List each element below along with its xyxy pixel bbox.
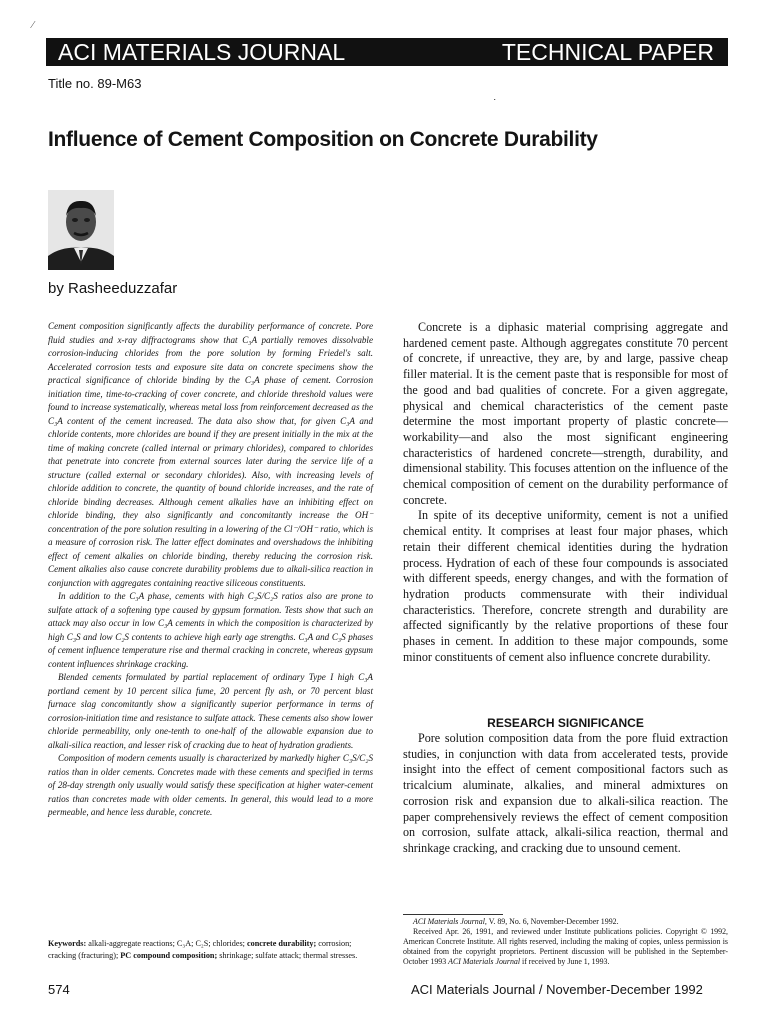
footnote-copyright — [403, 927, 728, 967]
keywords-bold: concrete durability; — [246, 939, 317, 948]
paper-title: Influence of Cement Composition on Concrete Durability — [48, 128, 598, 151]
author-photo — [48, 190, 114, 270]
keywords-text: shrinkage; sulfate attack; thermal stresses. — [217, 950, 358, 960]
abstract-paragraph: Composition of modern cements usually is characterized by markedly higher C₃S/C₂S ratios than in older cements. Concretes made with these cements and specified in terms of 28-day strength only usually would satisfy these specification at higher water-cement ratios than concretes made with older cements. In general, this would lead to a more permeable, and hence less durable, concrete. — [48, 753, 373, 817]
keywords-text: alkali-aggregate reactions; C₃A; C₂S; chlorides; — [86, 939, 247, 948]
footnote-citation-text: , V. 89, No. 6, November-December 1992. — [484, 917, 619, 926]
scan-mark: ⁄ — [32, 20, 34, 31]
page-number: 574 — [48, 982, 70, 997]
section-heading-research-significance: RESEARCH SIGNIFICANCE — [487, 716, 644, 730]
scan-mark: ․ — [493, 92, 497, 103]
keywords-text: corrosion; cracking (fracturing); — [48, 939, 352, 960]
research-significance-body — [403, 731, 728, 857]
paper-type: TECHNICAL PAPER — [501, 39, 714, 65]
footnote-copyright-text: Received Apr. 26, 1991, and reviewed under Institute publications policies. Copyright © 1992, American Concrete Institute. All rights reserved, including the making of copies, unless permission is obtained from the copyright proprietors. Pertinent discussion will be published in the September-October 1993 — [403, 927, 728, 966]
footnote-copyright-end: if received by June 1, 1993. — [520, 957, 610, 966]
footer-journal-issue: ACI Materials Journal / November-December 1992 — [411, 982, 703, 997]
introduction-body — [403, 320, 728, 665]
abstract-paragraph: In addition to the C₃A phase, cements with high C₃S/C₂S ratios also are prone to sulfate attack of a softening type caused by gypsum formation. Tests show that such an attack may also occur in low C₃A cements in which the composition is characterized by high C₃S and low C₂S contents to achieve high early age strengths. C₃A and C₃S phases of cement influence temperature rise and thermal cracking in concrete, whereas gypsum content influences shrinkage cracking. — [48, 591, 373, 669]
journal-name: ACI MATERIALS JOURNAL — [58, 39, 346, 65]
author-byline: by Rasheeduzzafar — [48, 280, 178, 297]
footnote-journal-name: ACI Materials Journal — [448, 957, 521, 966]
publication-footnote — [403, 917, 728, 967]
journal-header-bar — [46, 38, 728, 66]
abstract-paragraph: Blended cements formulated by partial replacement of ordinary Type I high C₃A portland cement by 10 percent silica fume, 20 percent fly ash, or 70 percent blast furnace slag concomitantly show a significantly superior performance in terms of corrosion-initiation time and resistance to sulfate attack. These cements also show lower chloride permeability, only one-tenth to one-half of the allowable expansion due to alkali-silica reaction, and lesser risk of cracking due to heat of hydration gradients. — [48, 672, 373, 750]
footnote-rule — [403, 914, 503, 915]
abstract-paragraph: Cement composition significantly affects the durability performance of concrete. Pore fluid studies and x-ray diffractograms show that C₃A partially removes dissolvable corrosion-inducing chlorides from the pore solution by forming Friedel's salt. Accelerated corrosion tests and exposure site data on concrete specimens show the practical significance of chloride binding by the C₃A phase of cement. Corrosion initiation time, time-to-cracking of cover concrete, and chloride threshold values were found to increase systematically, whereas metal loss from reinforcement decreased as the C₃A content of the cement increased. The data also show that, for given C₃A and chloride contents, more chlorides are bound if they are present initially in the mix at the time of making concrete (called internal or primary chlorides), compared to chlorides that penetrate into concrete from external sources later during the service life of a structure (called external or secondary chlorides). Also, with increasing levels of chloride addition to concrete, the quantity of bound chloride increases, and the rate of chloride binding decreases. Although cement alkalies have an inhibiting effect on chloride binding, they also significantly and concomitantly increase the OH⁻ concentration of the pore solution resulting in a lowering of the Cl⁻/OH⁻ ratio, which is a measure of corrosion risk. The latter effect dominates and overshadows the inhibiting effect of cement alkalies on chloride binding, thereby reducing the corrosion risk. Cement alkalies also cause concrete durability problems due to alkali-silica reaction in conjunction with aggregates containing reactive siliceous constituents. — [48, 321, 373, 588]
abstract — [48, 320, 373, 820]
keywords-bold: PC compound composition; — [120, 950, 218, 960]
keywords-label: Keywords: — [48, 939, 87, 948]
body-paragraph: In spite of its deceptive uniformity, cement is not a unified chemical entity. It comprises at least four major phases, which retain their different chemical identities during the hydration process. Hydration of each of these four compounds is associated with different speeds, energy changes, and with the formation of hydration products commensurate with their individual characteristics. Therefore, concrete strength and durability are affected significantly by the relative proportions of these four phases in cement. In addition to these major compounds, some minor constituents of cement also influence concrete durability. — [403, 508, 728, 664]
keywords — [48, 938, 373, 961]
body-paragraph: Concrete is a diphasic material comprising aggregate and hardened cement paste. Although aggregates constitute 70 percent of concrete, if unreactive, they are, by and large, passive cheap filler material. It is the cement paste that is responsible for most of the good and bad qualities of concrete. For a given aggregate, physical and chemical characteristics of the cement paste determine the most important property of plastic concrete—workability—and also the most significant engineering characteristics of hardened concrete—strength, durability, and dimensional stability. This focuses attention on the influence of the chemical composition of cement on the durability performance of concrete. — [403, 320, 728, 507]
title-number: Title no. 89-M63 — [48, 76, 142, 91]
body-paragraph: Pore solution composition data from the pore fluid extraction studies, in conjunction with data from accelerated tests, provide insight into the effect of cement compositional factors such as tricalcium aluminate, alkalies, and mineral admixtures on corrosion risk and expansion due to alkali-silica reaction. The paper comprehensively reviews the effect of cement composition on corrosion, sulfate attack, alkali-silica reaction, thermal and shrinkage cracking, and cracking due to unsound cement. — [403, 731, 728, 855]
footnote-journal-name: ACI Materials Journal — [413, 917, 485, 926]
footnote-citation — [403, 917, 728, 927]
